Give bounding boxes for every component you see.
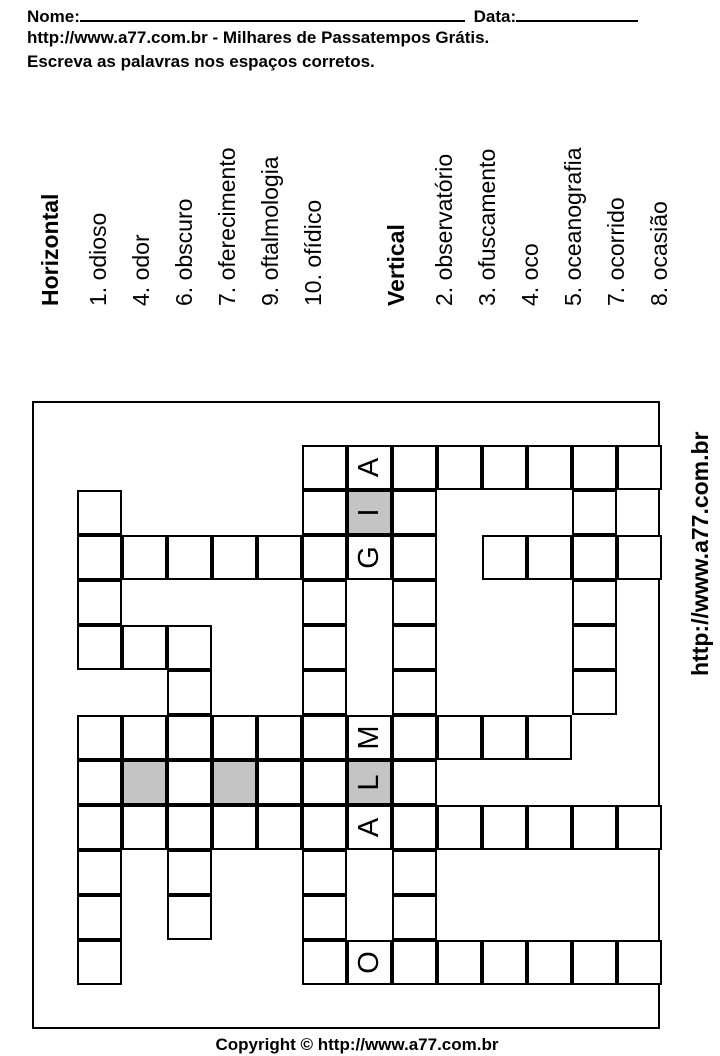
cell-letter: A [353,817,385,838]
grid-cell[interactable] [212,715,257,760]
vertical-clue: 2. observatório [431,153,457,306]
grid-cell[interactable] [77,490,122,535]
grid-cell[interactable] [77,535,122,580]
grid-cell[interactable] [167,895,212,940]
grid-cell[interactable] [302,445,347,490]
grid-cell[interactable] [302,490,347,535]
grid-cell[interactable] [212,805,257,850]
side-url: http://www.a77.com.br [687,431,713,676]
cell-letter: M [353,725,385,750]
grid-cell[interactable] [347,535,392,580]
grid-cell[interactable] [482,445,527,490]
grid-cell[interactable] [302,760,347,805]
grid-cell[interactable] [77,715,122,760]
grid-cell[interactable] [122,535,167,580]
grid-cell[interactable] [77,625,122,670]
name-label: Nome: [27,7,80,26]
vertical-clue: 7. ocorrido [603,197,629,306]
date-blank[interactable] [516,4,638,22]
cell-letter: L [353,774,385,791]
grid-cell[interactable] [302,940,347,985]
grid-cell[interactable] [617,445,662,490]
vertical-title: Vertical [383,224,409,306]
grid-cell[interactable] [617,940,662,985]
grid-cell[interactable] [167,760,212,805]
grid-cell[interactable] [77,805,122,850]
grid-cell[interactable] [437,805,482,850]
grid-cell[interactable] [257,760,302,805]
grid-cell[interactable] [572,670,617,715]
name-date-line [27,4,638,27]
horizontal-clue: 6. obscuro [171,198,197,306]
horizontal-clue: 7. oferecimento [214,147,240,306]
grid-cell[interactable] [167,535,212,580]
grid-cell[interactable] [347,940,392,985]
site-line: http://www.a77.com.br - Milhares de Passatempos Grátis. [27,28,490,47]
grid-cell[interactable] [437,940,482,985]
grid-cell[interactable] [347,805,392,850]
grid-cell[interactable] [302,850,347,895]
grid-cell[interactable] [482,940,527,985]
grid-cell[interactable] [392,715,437,760]
name-blank[interactable] [80,4,465,22]
grid-cell[interactable] [167,805,212,850]
grid-cell[interactable] [77,760,122,805]
grid-cell[interactable] [347,715,392,760]
vertical-clue: 8. ocasião [646,201,672,306]
grid-cell[interactable] [167,670,212,715]
grid-cell[interactable] [572,535,617,580]
shaded-cell [347,490,392,535]
horizontal-clue: 1. odioso [85,212,111,306]
grid-cell[interactable] [257,535,302,580]
grid-cell[interactable] [527,445,572,490]
horizontal-clue: 9. oftalmologia [257,156,283,306]
grid-cell[interactable] [392,760,437,805]
grid-cell[interactable] [572,490,617,535]
grid-cell[interactable] [482,535,527,580]
grid-cell[interactable] [572,445,617,490]
grid-cell[interactable] [437,445,482,490]
grid-cell[interactable] [167,715,212,760]
grid-cell[interactable] [482,715,527,760]
grid-cell[interactable] [482,805,527,850]
grid-cell[interactable] [572,580,617,625]
grid-cell[interactable] [302,895,347,940]
grid-cell[interactable] [392,805,437,850]
grid-cell[interactable] [617,805,662,850]
grid-cell[interactable] [572,805,617,850]
grid-cell[interactable] [392,445,437,490]
vertical-clue: 3. ofuscamento [474,148,500,306]
grid-cell[interactable] [572,625,617,670]
grid-cell[interactable] [122,805,167,850]
horizontal-title: Horizontal [37,193,63,306]
vertical-clue: 5. oceanografia [560,147,586,306]
grid-cell[interactable] [617,535,662,580]
grid-cell[interactable] [77,895,122,940]
grid-cell[interactable] [392,625,437,670]
grid-cell[interactable] [302,535,347,580]
grid-cell[interactable] [392,895,437,940]
cell-letter: I [353,508,385,517]
grid-cell[interactable] [392,535,437,580]
grid-cell[interactable] [212,535,257,580]
grid-cell[interactable] [167,850,212,895]
instruction-text: Escreva as palavras nos espaços corretos. [27,52,375,71]
grid-cell[interactable] [572,940,617,985]
grid-cell[interactable] [347,445,392,490]
grid-cell[interactable] [257,805,302,850]
grid-cell[interactable] [392,670,437,715]
horizontal-clue: 10. ofídico [300,199,326,306]
grid-cell[interactable] [527,715,572,760]
grid-cell[interactable] [302,715,347,760]
grid-cell[interactable] [302,670,347,715]
grid-cell[interactable] [392,490,437,535]
grid-cell[interactable] [527,805,572,850]
copyright: Copyright © http://www.a77.com.br [215,1035,499,1054]
shaded-cell [347,760,392,805]
grid-cell[interactable] [527,535,572,580]
grid-cell[interactable] [392,850,437,895]
grid-cell[interactable] [167,625,212,670]
grid-cell[interactable] [392,580,437,625]
grid-cell[interactable] [77,940,122,985]
vertical-clue: 4. oco [517,243,543,306]
grid-cell[interactable] [302,805,347,850]
shaded-cell [122,760,167,805]
grid-cell[interactable] [77,580,122,625]
grid-cell[interactable] [392,940,437,985]
grid-cell[interactable] [302,580,347,625]
cell-letter: G [353,546,385,569]
grid-cell[interactable] [77,850,122,895]
grid-cell[interactable] [302,625,347,670]
horizontal-clue: 4. odor [128,234,154,306]
cell-letter: O [353,951,385,974]
grid-cell[interactable] [437,715,482,760]
date-label: Data: [473,7,517,26]
grid-cell[interactable] [122,715,167,760]
cell-letter: A [353,457,385,478]
grid-cell[interactable] [527,940,572,985]
shaded-cell [212,760,257,805]
grid-cell[interactable] [122,625,167,670]
grid-cell[interactable] [257,715,302,760]
